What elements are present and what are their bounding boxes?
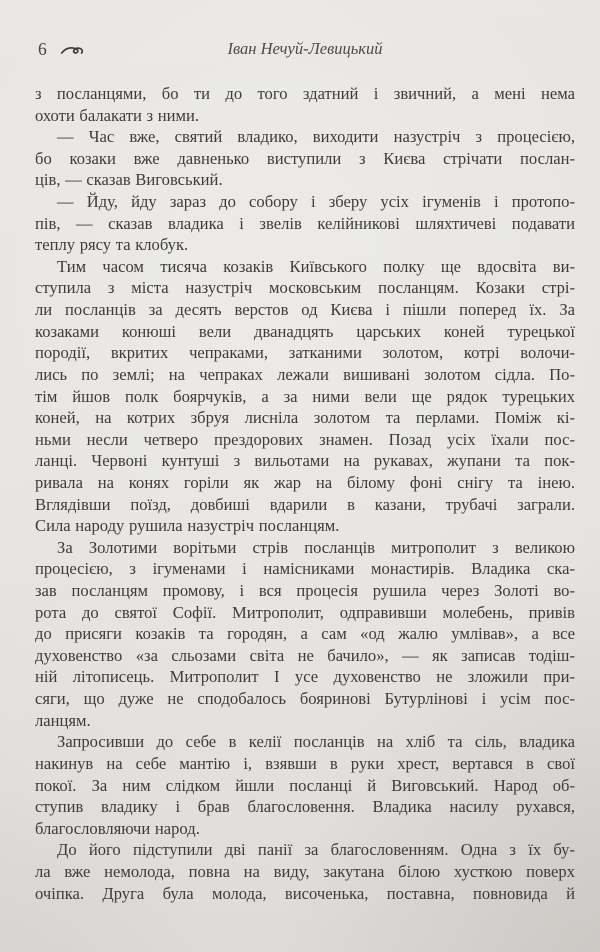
text-line: породії, вкритих чепраками, затканими золотом, котрі волочи-	[35, 343, 575, 363]
paragraph	[35, 731, 575, 839]
text-line: ривала на конях горіли як жар на білому фоні снігу та інею.	[35, 472, 575, 492]
paragraph	[35, 191, 575, 256]
text-line: ланцям.	[35, 710, 91, 730]
text-line: покої. За ним слідком йшли посланці й Виговський. Народ об-	[35, 775, 575, 795]
text-block	[35, 83, 575, 904]
text-line: накинув на себе мантію і, взявши в руки хрест, вертався в свої	[35, 753, 575, 773]
text-line: очіпка. Друга була молода, височенька, поставна, повновида й	[35, 883, 575, 903]
text-line: За Золотими ворітьми стрів посланців митрополит з великою	[57, 537, 575, 557]
paragraph	[35, 839, 575, 904]
text-line: ній літописець. Митрополит І усе духовенство не зложили при-	[35, 667, 575, 687]
page-header	[35, 38, 575, 62]
text-line: пів, — сказав владика і звелів келійникові шляхтичеві подавати	[35, 213, 575, 233]
text-line: процесією, з ігуменами і намісниками монастирів. Владика ска-	[35, 559, 575, 579]
page-number: 6	[38, 39, 47, 59]
text-line: коней, на котрих збруя лисніла золотом та перлами. Поміж кі-	[35, 408, 575, 428]
text-line: — Час вже, святий владико, виходити назустріч з процесією,	[57, 127, 575, 147]
text-line: бо козаки вже давненько виступили з Києва стрічати послан-	[35, 148, 575, 168]
text-line: — Йду, йду зараз до собору і зберу усіх ігуменів і протопо-	[57, 192, 575, 212]
text-line: ступив владику і брав благословення. Владика насилу рухався,	[35, 797, 575, 817]
text-line: Вглядівши поїзд, довбиші вдарили в казани, трубачі заграли.	[35, 494, 575, 514]
text-line: козаками конюші вели дванадцять царських коней турецької	[35, 321, 575, 341]
paragraph	[35, 126, 575, 191]
text-line: До його підступили дві панії за благословенням. Одна з їх бу-	[57, 840, 575, 860]
text-line: рота до святої Софії. Митрополит, одправивши молебень, привів	[35, 602, 575, 622]
text-line: Тим часом тисяча козаків Київського полку ще вдосвіта ви-	[57, 256, 575, 276]
running-header-author: Іван Нечуй-Левицький	[227, 39, 383, 58]
text-line: тім йшов полк боярчуків, а за ними вели ще рядок турецьких	[35, 386, 575, 406]
text-line: ньми несли четверо прездорових знамен. Позад усіх їхали пос-	[35, 429, 575, 449]
text-line: зав посланцям промову, і вся процесія рушила через Золоті во-	[35, 581, 575, 601]
text-line: духовенство «за сльозами світа не бачило», — як записав тодіш-	[35, 645, 575, 665]
text-line: Сила народу рушила назустріч посланцям.	[35, 516, 340, 536]
paragraph	[35, 256, 575, 537]
text-line: сяги, що дуже не сподобалось бояринові Бутурлінові і усім пос-	[35, 689, 575, 709]
text-line: ла вже немолода, повна на виду, закутана білою хусткою поверх	[35, 861, 575, 881]
text-line: до присяги козаків та городян, а сам «од жалю умлівав», а все	[35, 624, 575, 644]
text-line: ли посланців за десять верстов од Києва і пішли поперед їх. За	[35, 300, 575, 320]
text-line: ців, — сказав Виговський.	[35, 170, 223, 190]
text-line: охоти балакати з ними.	[35, 105, 200, 125]
paragraph	[35, 537, 575, 731]
text-line: благословляючи народ.	[35, 818, 200, 838]
text-line: ступила з міста назустріч московським посланцям. Козаки стрі-	[35, 278, 575, 298]
text-line: Запросивши до себе в келії посланців на хліб та сіль, владика	[57, 732, 575, 752]
paragraph	[35, 83, 575, 126]
text-line: лись по землі; на чепраках лежали вишивані золотом сідла. По-	[35, 364, 575, 384]
text-line: теплу рясу та клобук.	[35, 235, 189, 255]
text-line: з посланцями, бо ти до того здатний і звичний, а мені нема	[35, 84, 575, 103]
text-line: ланці. Червоні кунтуші з вильотами на рукавах, жупани та пок-	[35, 451, 575, 471]
